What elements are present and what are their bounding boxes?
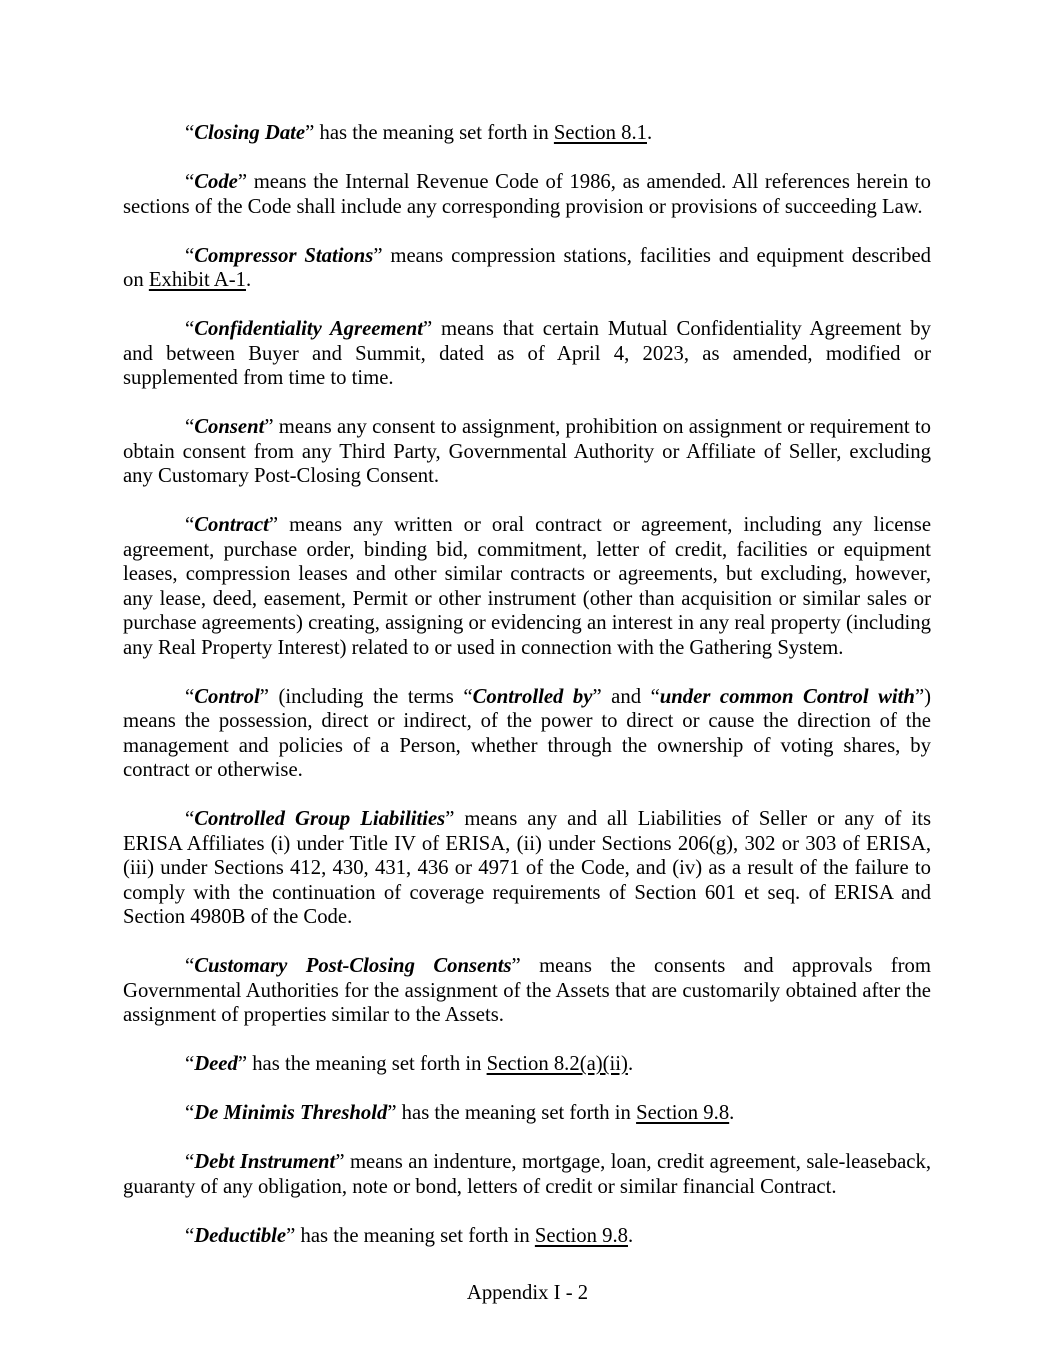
body-text: “ <box>185 122 195 144</box>
body-text: ” means compression stations, facilities and equipment described on <box>123 244 931 291</box>
body-text: ” and “ <box>592 685 660 708</box>
defined-term: Code <box>194 171 238 193</box>
definition-paragraph <box>123 807 931 930</box>
body-text: ” means any consent to assignment, prohibition on assignment or requirement to obtain consent from any Third Party, Governmental Authority or Affiliate of Seller, excluding any Customary Post-Closing Consent. <box>123 416 931 487</box>
defined-term: Debt Instrument <box>194 1151 336 1173</box>
body-text: ” has the meaning set forth in <box>286 1224 535 1247</box>
body-text: “ <box>185 318 195 340</box>
body-text: “ <box>185 808 195 830</box>
defined-term: Control <box>194 685 260 708</box>
defined-term: Compressor Stations <box>194 244 374 267</box>
page-number-footer: Appendix I - 2 <box>466 1282 589 1304</box>
definition-paragraph <box>123 954 931 1028</box>
defined-term: Consent <box>194 416 265 438</box>
definition-paragraph <box>123 1150 931 1199</box>
body-text: “ <box>185 416 195 438</box>
body-text: ” has the meaning set forth in <box>387 1102 637 1124</box>
defined-term: Closing Date <box>194 122 306 144</box>
defined-term: Contract <box>194 514 269 536</box>
document-body <box>123 121 931 1273</box>
body-text: ” means the consents and approvals from Governmental Authorities for the assignment of the Assets that are customarily obtained after the assignment of properties similar to the Assets. <box>123 955 931 1026</box>
body-text: ” means the Internal Revenue Code of 1986, as amended. All references herein to sections of the Code shall include any corresponding provision or provisions of succeeding Law. <box>123 171 931 218</box>
definition-paragraph <box>123 415 931 489</box>
definition-paragraph <box>123 121 931 146</box>
body-text: ” means any and all Liabilities of Seller or any of its ERISA Affiliates (i) under Title IV of ERISA, (ii) under Sections 206(g), 302 or 303 of ERISA, (iii) under Sections 412, 430, 431, 436 or 4971 of the Code, and (iv) as a result of the failure to comply with the continuation of coverage requirements of Section 601 et seq. of ERISA and Section 4980B of the Code. <box>123 808 932 928</box>
section-reference: Section 8.1 <box>553 122 647 144</box>
definition-paragraph <box>123 513 931 660</box>
body-text: . <box>627 1224 634 1247</box>
defined-term: Deductible <box>194 1224 287 1247</box>
definition-paragraph <box>123 244 931 293</box>
definition-paragraph <box>123 170 931 219</box>
body-text: ” means any written or oral contract or agreement, including any license agreement, purchase order, binding bid, commitment, letter of credit, facilities or equipment leases, compression leases and other similar contracts or agreements, but excluding, however, any lease, deed, easement, Permit or other instrument (other than acquisition or similar sales or purchase agreements) creating, assigning or evidencing an interest in any real property (including any Real Property Interest) related to or used in connection with the Gathering System. <box>123 514 931 659</box>
defined-term: Controlled Group Liabilities <box>194 808 446 830</box>
body-text: ” has the meaning set forth in <box>237 1053 487 1075</box>
definition-paragraph <box>123 1052 931 1077</box>
definition-paragraph <box>123 1224 931 1249</box>
section-reference: Section 8.2(a)(ii) <box>486 1053 628 1075</box>
body-text: “ <box>185 955 195 977</box>
body-text: “ <box>185 685 195 708</box>
body-text: “ <box>185 1053 195 1075</box>
defined-term: Deed <box>194 1053 238 1075</box>
body-text: “ <box>185 514 195 536</box>
body-text: “ <box>185 1224 195 1247</box>
defined-term: Controlled by <box>472 685 593 708</box>
body-text: “ <box>185 1102 195 1124</box>
body-text: . <box>245 269 252 291</box>
definition-paragraph <box>123 685 931 783</box>
body-text: ” (including the terms “ <box>259 685 473 708</box>
body-text: ” means an indenture, mortgage, loan, credit agreement, sale-leaseback, guaranty of any obligation, note or bond, letters of credit or similar financial Contract. <box>123 1151 932 1198</box>
body-text: ” has the meaning set forth in <box>305 122 554 144</box>
section-reference: Exhibit A-1 <box>148 269 246 291</box>
defined-term: under common Control with <box>659 685 915 708</box>
defined-term: Confidentiality Agreement <box>194 318 423 340</box>
defined-term: Customary Post-Closing Consents <box>194 955 512 977</box>
defined-term: De Minimis Threshold <box>194 1102 388 1124</box>
section-reference: Section 9.8 <box>534 1224 628 1247</box>
body-text: . <box>646 122 653 144</box>
body-text: “ <box>185 1151 195 1173</box>
body-text: “ <box>185 244 195 267</box>
body-text: ”) means the possession, direct or indirect, of the power to direct or cause the direction of the management and policies of a Person, whether through the ownership of voting shares, by contract or otherwise. <box>123 685 932 781</box>
definition-paragraph <box>123 1101 931 1126</box>
section-reference: Section 9.8 <box>636 1102 730 1124</box>
body-text: . <box>627 1053 634 1075</box>
body-text: . <box>729 1102 735 1124</box>
body-text: ” means that certain Mutual Confidentiality Agreement by and between Buyer and Summit, dated as of April 4, 2023, as amended, modified or supplemented from time to time. <box>123 318 931 389</box>
definition-paragraph <box>123 317 931 391</box>
body-text: “ <box>185 171 195 193</box>
